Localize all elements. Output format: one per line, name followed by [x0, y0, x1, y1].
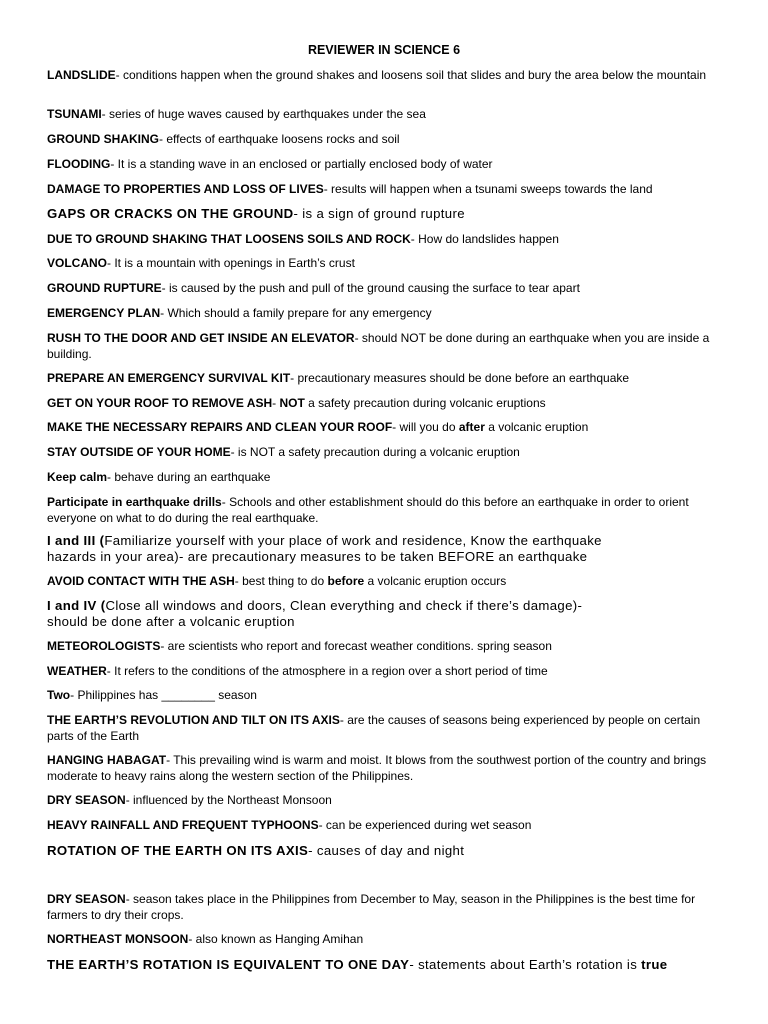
entry-term: NORTHEAST MONSOON: [47, 932, 189, 946]
entry-hanging-habagat: [47, 753, 723, 784]
entry-definition: - is NOT a safety precaution during a volcanic eruption: [230, 445, 520, 459]
entry-ground-shaking: [47, 132, 723, 148]
entry-get-on-roof: [47, 396, 723, 412]
entry-term: LANDSLIDE: [47, 68, 116, 82]
entry-meteorologists: [47, 639, 723, 655]
entry-definition: - How do landslides happen: [410, 232, 559, 246]
entry-term: METEOROLOGISTS: [47, 639, 161, 653]
entry-northeast-monsoon: [47, 932, 723, 948]
entry-definition: - effects of earthquake loosens rocks and soil: [159, 132, 400, 146]
entry-definition: -: [272, 396, 280, 410]
entry-definition: - season takes place in the Philippines from December to May, season in the Philippines is the best time for farmers to dry their crops.: [47, 892, 696, 922]
entry-definition-rest: a volcanic eruption: [484, 420, 589, 434]
entry-term: RUSH TO THE DOOR AND GET INSIDE AN ELEVATOR: [47, 331, 355, 345]
entry-definition: - series of huge waves caused by earthquakes under the sea: [101, 107, 426, 121]
entry-definition: - are the causes of seasons being experienced by people on certain parts of the Earth: [47, 713, 701, 743]
entry-definition: - is caused by the push and pull of the ground causing the surface to tear apart: [161, 281, 580, 295]
entry-term: ROTATION OF THE EARTH ON ITS AXIS: [47, 843, 309, 858]
entry-rush-to-door: [47, 331, 723, 362]
entry-definition: Familiarize yourself with your place of work and residence, Know the earthquake hazards in your area)- are precautionary measures to be taken BEFORE an earthquake: [47, 533, 602, 564]
entry-stay-outside: [47, 445, 723, 461]
entry-dry-season-1: [47, 793, 723, 809]
entry-rotation-axis: [47, 843, 723, 859]
entry-term: EMERGENCY PLAN: [47, 306, 161, 320]
entry-definition: - will you do: [392, 420, 459, 434]
entry-earthquake-drills: [47, 495, 723, 526]
entry-term: GAPS OR CRACKS ON THE GROUND: [47, 206, 294, 221]
entry-term: GET ON YOUR ROOF TO REMOVE ASH: [47, 396, 273, 410]
entry-term: Keep calm: [47, 470, 108, 484]
entry-i-and-iii: [47, 533, 647, 565]
entry-term: WEATHER: [47, 664, 107, 678]
entry-weather: [47, 664, 723, 680]
entry-i-and-iv: [47, 598, 627, 630]
document-title: REVIEWER IN SCIENCE 6: [307, 43, 461, 57]
entry-definition: - Schools and other establishment should do this before an earthquake in order to orient everyone on what to do during the real earthquake.: [47, 495, 689, 525]
entry-tsunami: [47, 107, 723, 123]
entry-term: TSUNAMI: [47, 107, 102, 121]
entry-damage: [47, 182, 723, 198]
entry-term: THE EARTH’S ROTATION IS EQUIVALENT TO ONE DAY: [47, 957, 410, 972]
entry-ground-rupture: [47, 281, 723, 297]
entry-emergency-plan: [47, 306, 723, 322]
entry-heavy-rainfall: [47, 818, 723, 834]
entry-term: I and IV (: [47, 598, 106, 613]
entry-gaps-cracks: [47, 206, 723, 222]
entry-definition: - best thing to do: [234, 574, 328, 588]
entry-emphasis: NOT: [279, 396, 305, 410]
entry-term: AVOID CONTACT WITH THE ASH: [47, 574, 235, 588]
entry-definition: - It is a mountain with openings in Earth’s crust: [107, 256, 355, 270]
entry-term: Participate in earthquake drills: [47, 495, 222, 509]
entry-landslide: [47, 68, 723, 84]
entry-term: Two: [47, 688, 71, 702]
entry-definition: - precautionary measures should be done before an earthquake: [290, 371, 630, 385]
entry-definition: - Which should a family prepare for any emergency: [160, 306, 432, 320]
entry-dry-season-2: [47, 892, 723, 923]
entry-definition-rest: a safety precaution during volcanic eruptions: [304, 396, 546, 410]
entry-due-to-ground-shaking: [47, 232, 723, 248]
entry-definition: - causes of day and night: [308, 843, 465, 858]
entry-repairs: [47, 420, 723, 436]
entry-definition: - influenced by the Northeast Monsoon: [125, 793, 332, 807]
entry-definition: - It is a standing wave in an enclosed or partially enclosed body of water: [110, 157, 493, 171]
entry-volcano: [47, 256, 723, 272]
entry-definition: Close all windows and doors, Clean everything and check if there’s damage)- should be done after a volcanic eruption: [47, 598, 583, 629]
entry-definition: - This prevailing wind is warm and moist. It blows from the southwest portion of the country and brings moderate to heavy rains along the western section of the Philippines.: [47, 753, 707, 783]
entry-term: FLOODING: [47, 157, 111, 171]
entry-term: I and III (: [47, 533, 105, 548]
entry-emphasis: true: [641, 957, 668, 972]
entry-definition: - is a sign of ground rupture: [293, 206, 465, 221]
entry-avoid-ash: [47, 574, 723, 590]
entry-term: STAY OUTSIDE OF YOUR HOME: [47, 445, 231, 459]
entry-definition: - conditions happen when the ground shakes and loosens soil that slides and bury the area below the mountain: [115, 68, 707, 82]
entry-flooding: [47, 157, 723, 173]
entry-revolution-tilt: [47, 713, 723, 744]
entry-definition: - results will happen when a tsunami sweeps towards the land: [323, 182, 653, 196]
entry-term: DRY SEASON: [47, 892, 126, 906]
entry-definition: - also known as Hanging Amihan: [188, 932, 364, 946]
entry-term: GROUND SHAKING: [47, 132, 160, 146]
entry-keep-calm: [47, 470, 723, 486]
entry-two: [47, 688, 723, 704]
entry-definition: - should NOT be done during an earthquake when you are inside a building.: [47, 331, 710, 361]
entry-definition: - Philippines has ________ season: [70, 688, 257, 702]
entry-term: VOLCANO: [47, 256, 107, 270]
entry-term: DUE TO GROUND SHAKING THAT LOOSENS SOILS AND ROCK: [47, 232, 411, 246]
entry-definition-rest: a volcanic eruption occurs: [364, 574, 507, 588]
entry-definition: - can be experienced during wet season: [318, 818, 532, 832]
entry-survival-kit: [47, 371, 723, 387]
entry-term: HANGING HABAGAT: [47, 753, 167, 767]
entry-term: DAMAGE TO PROPERTIES AND LOSS OF LIVES: [47, 182, 324, 196]
entry-definition: - It refers to the conditions of the atmosphere in a region over a short period of time: [106, 664, 548, 678]
entry-earth-rotation: [47, 957, 723, 973]
entry-term: THE EARTH’S REVOLUTION AND TILT ON ITS AXIS: [47, 713, 340, 727]
entry-emphasis: after: [458, 420, 485, 434]
entry-term: DRY SEASON: [47, 793, 126, 807]
entry-term: MAKE THE NECESSARY REPAIRS AND CLEAN YOUR ROOF: [47, 420, 393, 434]
entry-emphasis: before: [327, 574, 365, 588]
entry-term: HEAVY RAINFALL AND FREQUENT TYPHOONS: [47, 818, 319, 832]
entry-definition: - statements about Earth’s rotation is: [409, 957, 642, 972]
entry-term: GROUND RUPTURE: [47, 281, 162, 295]
entry-definition: - behave during an earthquake: [107, 470, 271, 484]
entry-term: PREPARE AN EMERGENCY SURVIVAL KIT: [47, 371, 291, 385]
entry-definition: - are scientists who report and forecast weather conditions. spring season: [160, 639, 552, 653]
